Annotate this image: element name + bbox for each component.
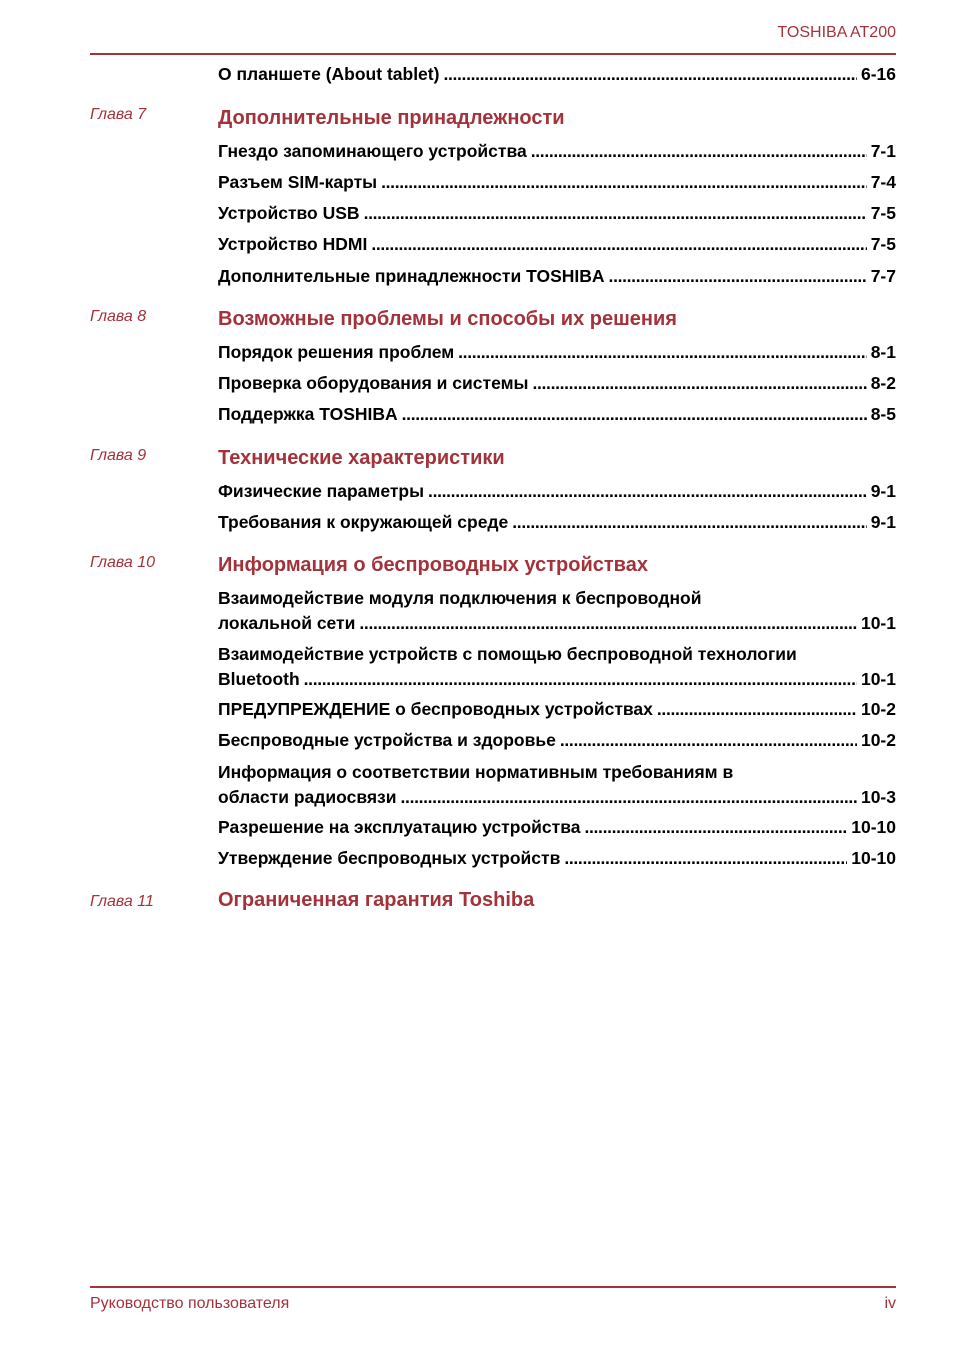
toc-entry-page: 7-4 [870,172,896,192]
toc-entry-title-cont: области радиосвязи [218,787,397,807]
chapter-label: Глава 8 [90,308,147,325]
toc-entry-page: 10-3 [860,787,896,807]
toc-entry-title: Разъем SIM-карты [218,172,378,192]
toc-entry-title: Поддержка TOSHIBA [218,404,398,424]
toc-entry[interactable] [218,697,896,722]
leader-dots [401,785,857,810]
toc-entry-page: 8-5 [870,404,896,424]
chapter-title[interactable]: Возможные проблемы и способы их решения [218,308,677,330]
toc-entry[interactable] [218,201,896,226]
toc-entry-title: Устройство HDMI [218,234,368,254]
toc-entry[interactable] [218,728,896,753]
toc-entry-page: 7-7 [870,266,896,286]
toc-entry-title: Разрешение на эксплуатацию устройства [218,817,581,837]
chapter-label: Глава 11 [90,893,154,910]
toc-entry-page: 7-5 [870,234,896,254]
toc-entry[interactable] [218,232,896,257]
toc-entry[interactable] [218,510,896,535]
toc-entry[interactable] [218,264,896,289]
toc-entry-page: 8-1 [870,342,896,362]
toc-entry-title-cont: Bluetooth [218,669,300,689]
toc-entry-title: Порядок решения проблем [218,342,455,362]
toc-entry-title: Дополнительные принадлежности TOSHIBA [218,266,605,286]
toc-entry[interactable] [218,170,896,195]
leader-dots [564,846,847,871]
chapter-title[interactable]: Информация о беспроводных устройствах [218,554,648,576]
toc-entry[interactable] [218,139,896,164]
toc-entry-page: 10-2 [860,730,896,750]
leader-dots [381,170,867,195]
leader-dots [584,815,847,840]
chapter-label: Глава 10 [90,554,156,571]
leader-dots [364,201,867,226]
toc-entry-title: Проверка оборудования и системы [218,373,529,393]
toc-entry-title-cont: локальной сети [218,613,356,633]
page-number: iv [884,1295,896,1312]
toc-entry-title: Требования к окружающей среде [218,512,509,532]
toc-entry-page: 10-2 [860,699,896,719]
toc-entry[interactable] [218,846,896,871]
leader-dots [458,340,867,365]
header-rule [90,53,896,55]
toc-entry[interactable] [218,371,896,396]
toc-entry[interactable] [218,479,896,504]
chapter-title[interactable]: Ограниченная гарантия Toshiba [218,889,535,911]
leader-dots [428,479,867,504]
toc-entry[interactable] [218,642,896,692]
toc-entry-page: 8-2 [870,373,896,393]
toc-entry-page: 9-1 [870,512,896,532]
leader-dots [402,402,867,427]
toc-entry[interactable] [218,760,896,810]
leader-dots [359,611,857,636]
toc-entry-title: Утверждение беспроводных устройств [218,848,561,868]
toc-entry-title: Физические параметры [218,481,425,501]
chapter-label: Глава 9 [90,447,147,464]
toc-entry-page: 10-1 [860,613,896,633]
footer-text: Руководство пользователя [90,1295,290,1312]
toc-entry-title: ПРЕДУПРЕЖДЕНИЕ о беспроводных устройствах [218,699,653,719]
leader-dots [532,371,866,396]
leader-dots [443,62,857,87]
leader-dots [512,510,866,535]
header-title: TOSHIBA AT200 [777,24,896,41]
toc-entry-title: Беспроводные устройства и здоровье [218,730,556,750]
toc-entry-title: Гнездо запоминающего устройства [218,141,527,161]
toc-entry-page: 10-10 [851,848,896,868]
leader-dots [609,264,867,289]
footer-rule [90,1286,896,1288]
chapter-title[interactable]: Технические характеристики [218,447,505,469]
toc-entry-page: 7-1 [870,141,896,161]
toc-entry-title: Взаимодействие модуля подключения к беспроводной [218,588,702,608]
toc-entry-page: 9-1 [870,481,896,501]
toc-entry-page: 10-10 [851,817,896,837]
chapter-title[interactable]: Дополнительные принадлежности [218,107,565,129]
toc-entry[interactable] [218,340,896,365]
leader-dots [657,697,857,722]
leader-dots [531,139,867,164]
toc-entry-page: 10-1 [860,669,896,689]
toc-entry[interactable] [218,815,896,840]
toc-entry[interactable] [218,586,896,636]
toc-entry-title: О планшете (About tablet) [218,64,440,84]
toc-entry-page: 7-5 [870,203,896,223]
toc-entry-title: Устройство USB [218,203,360,223]
toc-entry-page: 6-16 [860,64,896,84]
toc-entry[interactable] [218,402,896,427]
leader-dots [304,667,857,692]
chapter-label: Глава 7 [90,106,147,123]
toc-entry-title: Информация о соответствии нормативным требованиям в [218,762,734,782]
leader-dots [371,232,866,257]
leader-dots [560,728,857,753]
toc-entry-title: Взаимодействие устройств с помощью беспроводной технологии [218,644,797,664]
toc-entry[interactable] [218,62,896,87]
